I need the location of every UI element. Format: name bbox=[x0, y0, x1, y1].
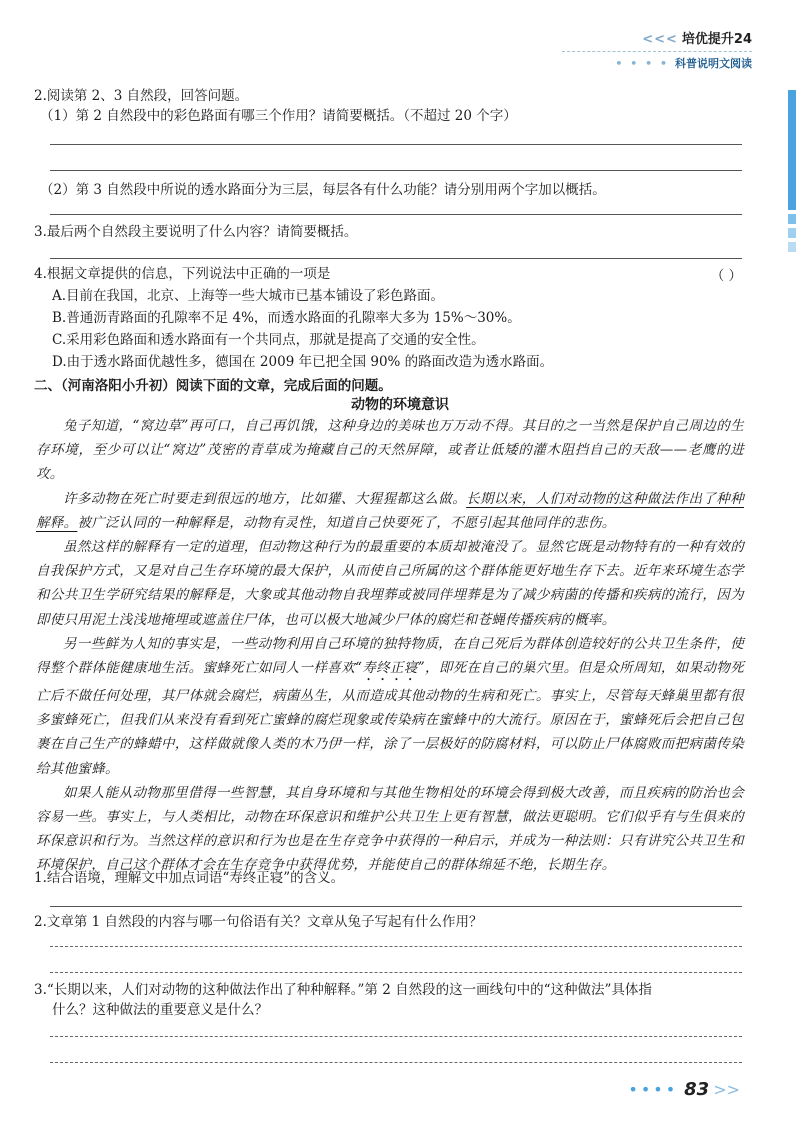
question-2-2: （2）第 3 自然段中所说的透水路面分为三层，每层各有什么功能？请分别用两个字加以概括。 bbox=[40, 182, 606, 198]
answer-line[interactable] bbox=[50, 972, 742, 973]
p4-text-b: ”，即死在自己的巢穴里。但是众所周知，如果动物死亡后不做任何处理，其尸体就会腐烂，病菌丛生，从而造成其他动物的生病和死亡。事实上，尽管每天蜂巢里都有很多蜜蜂死亡，但我们从来没有看到死亡蜜蜂的腐烂现象或传染病在蜜蜂中的大流行。原因在于，蜜蜂死后会把自己包裹在自己生产的蜂蜡中，这样做就像人类的木乃伊一样，涂了一层极好的防腐材料，可以防止尸体腐败而把病菌传染给其他蜜蜂。 bbox=[36, 660, 744, 777]
p2-text-a: 许多动物在死亡时要走到很远的地方，比如獾、大猩猩都这么做。 bbox=[63, 490, 467, 507]
underlined-sentence: 长期以来，人们对动物的这种做法作出了种种解释。 bbox=[36, 490, 745, 531]
section-2-heading: 二、（河南洛阳小升初）阅读下面的文章，完成后面的问题。 bbox=[34, 378, 392, 394]
part2-question-1: 1.结合语境，理解文中加点词语“寿终正寝”的含义。 bbox=[34, 870, 345, 886]
option-a: A.目前在我国，北京、上海等一些大城市已基本铺设了彩色路面。 bbox=[52, 288, 445, 304]
option-c: C.采用彩色路面和透水路面有一个共同点，那就是提高了交通的安全性。 bbox=[52, 332, 485, 348]
question-3: 3.最后两个自然段主要说明了什么内容？请简要概括。 bbox=[34, 224, 358, 240]
answer-line[interactable] bbox=[50, 258, 742, 259]
answer-line[interactable] bbox=[50, 170, 742, 171]
question-2-title: 2.阅读第 2、3 自然段，回答问题。 bbox=[34, 88, 249, 104]
part2-question-2: 2.文章第 1 自然段的内容与哪一句俗语有关？文章从兔子写起有什么作用？ bbox=[34, 914, 483, 930]
section-label bbox=[562, 51, 752, 71]
answer-line[interactable] bbox=[50, 946, 742, 947]
option-b: B.普通沥青路面的孔隙率不足 4%，而透水路面的孔隙率大多为 15%～30%。 bbox=[52, 310, 521, 326]
answer-bracket[interactable]: （ ） bbox=[710, 268, 742, 284]
paragraph-2 bbox=[36, 487, 744, 535]
question-4: 4.根据文章提供的信息，下列说法中正确的一项是 bbox=[34, 266, 331, 282]
answer-line[interactable] bbox=[50, 214, 742, 215]
paragraph-1: 兔子知道，“窝边草”再可口，自己再饥饿，这种身边的美味也万万动不得。其目的之一当然是保护自己周边的生存环境，至少可以让“窝边”茂密的青草成为掩藏自己的天然屏障，或者让低矮的灌木阻挡自己的天敌——老鹰的进攻。 bbox=[36, 418, 744, 483]
answer-line[interactable] bbox=[50, 906, 742, 907]
paragraph-3: 虽然这样的解释有一定的道理，但动物这种行为的最重要的本质却被淹没了。显然它既是动物特有的一种有效的自我保护方式，又是对自己生存环境的最大保护，从而使自己所属的这个群体能更好地生存下去。近年来环境生态学和公共卫生学研究结果的解释是，大象或其他动物自我埋葬或被同伴埋葬是为了减少病菌的传播和疾病的流行，因为即使只用泥土浅浅地掩埋或遮盖住尸体，也可以极大地减少尸体的腐烂和苍蝇传播疾病的概率。 bbox=[36, 539, 744, 628]
series-title bbox=[562, 28, 752, 47]
paragraph-4 bbox=[36, 632, 744, 781]
paragraph-5: 如果人能从动物那里借得一些智慧，其自身环境和与其他生物相处的环境会得到极大改善，而且疾病的防治也会容易一些。事实上，与人类相比，动物在环保意识和维护公共卫生上更有智慧，做法更聪明。它们似乎有与生俱来的环保意识和行为。当然这样的意识和行为也是在生存竞争中获得的一种启示，并成为一种法则：只有讲究公共卫生和环境保护，自己这个群体才会在生存竞争中获得优势，并能使自己的群体绵延不绝，长期生存。 bbox=[36, 784, 744, 874]
header-dots: • • • • bbox=[615, 57, 669, 70]
side-bar-4 bbox=[788, 242, 796, 252]
article-body bbox=[36, 414, 744, 878]
footer-dots: •••• bbox=[628, 1080, 679, 1099]
footer-arrows: >> bbox=[713, 1080, 740, 1099]
page-number: 83 bbox=[684, 1079, 710, 1100]
part2-question-3-line-1: 3.“长期以来，人们对动物的这种做法作出了种种解释。”第 2 自然段的这一画线句中的“这种做法”具体指 bbox=[34, 982, 652, 998]
side-bar-1 bbox=[788, 90, 796, 210]
page-footer bbox=[628, 1079, 740, 1100]
p2-text-c: 被广泛认同的一种解释是，动物有灵性，知道自己快要死了，不愿引起其他同伴的悲伤。 bbox=[77, 514, 616, 531]
side-color-marks bbox=[788, 90, 796, 256]
header-arrows: <<< bbox=[642, 32, 678, 47]
article-title: 动物的环境意识 bbox=[351, 397, 449, 413]
side-bar-3 bbox=[788, 228, 796, 238]
p4-text-a: 另一些鲜为人知的事实是，一些动物利用自己环境的独特物质，在自己死后为群体创造较好的公共卫生条件，使得整个群体能健康地生活。蜜蜂死亡如同人一样喜欢“ bbox=[36, 635, 744, 677]
series-label: 培优提升24 bbox=[681, 32, 752, 47]
page-header bbox=[562, 28, 752, 71]
side-bar-2 bbox=[788, 214, 796, 224]
question-2-1: （1）第 2 自然段中的彩色路面有哪三个作用？请简要概括。（不超过 20 个字） bbox=[40, 108, 517, 124]
answer-line[interactable] bbox=[50, 1062, 742, 1063]
part2-question-3-line-2: 什么？这种做法的重要意义是什么？ bbox=[52, 1002, 268, 1018]
section-name: 科普说明文阅读 bbox=[675, 57, 752, 70]
option-d: D.由于透水路面优越性多，德国在 2009 年已把全国 90% 的路面改造为透水路面。 bbox=[52, 354, 554, 370]
answer-line[interactable] bbox=[50, 1036, 742, 1037]
dotted-word: 寿终正寝 bbox=[362, 660, 418, 677]
answer-line[interactable] bbox=[50, 144, 742, 145]
